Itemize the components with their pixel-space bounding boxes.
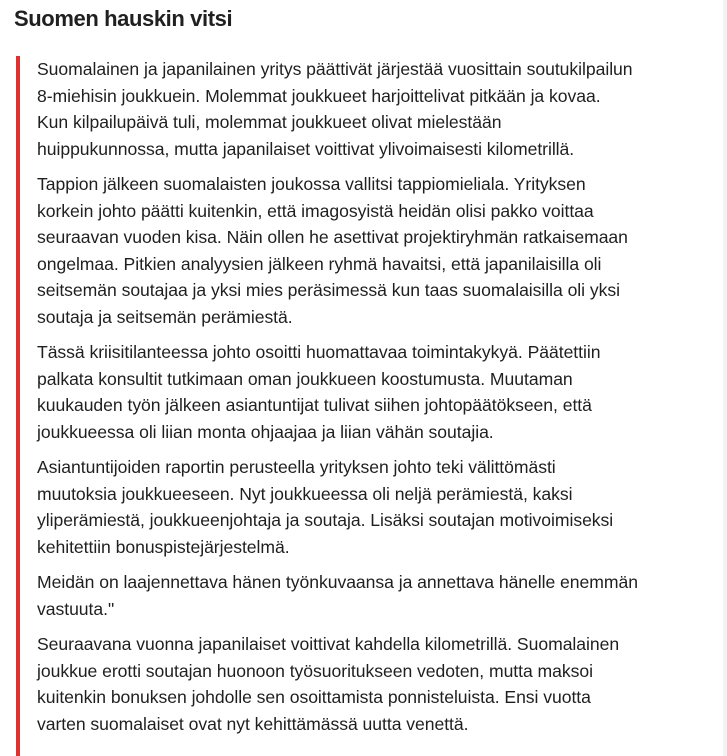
paragraph-line: kuukauden työn jälkeen asiantuntijat tulivat siihen johtopäätökseen, että bbox=[37, 395, 592, 415]
paragraph-line: kehitettiin bonuspistejärjestelmä. bbox=[37, 536, 290, 557]
paragraph-line: seitsemän soutajaa ja yksi mies peräsimessä kun taas suomalaisilla oli yksi bbox=[37, 280, 620, 300]
paragraph-line: Tappion jälkeen suomalaisten joukossa vallitsi tappiomieliala. Yrityksen bbox=[37, 174, 586, 194]
paragraph-line: joukkueessa oli liian monta ohjaajaa ja liian vähän soutajia. bbox=[37, 421, 494, 442]
paragraph bbox=[37, 569, 707, 622]
paragraph-line: huippukunnossa, mutta japanilaiset voittivat ylivoimaisesti kilometrillä. bbox=[37, 138, 575, 159]
paragraph-line: palkata konsultit tutkimaan oman joukkueen koostumusta. Muutaman bbox=[37, 368, 573, 389]
paragraph-line: yliperämiestä, joukkueenjohtaja ja soutaja. Lisäksi soutajan motivoimiseksi bbox=[37, 510, 614, 530]
quote-accent-bar bbox=[16, 56, 20, 756]
paragraph-line: vastuuta." bbox=[37, 598, 115, 619]
article-title: Suomen hauskin vitsi bbox=[14, 6, 233, 31]
paragraph-line: joukkue erotti soutajan huonoon työsuoritukseen vedoten, mutta maksoi bbox=[37, 660, 593, 681]
paragraph-line: muutoksia joukkueeseen. Nyt joukkueessa oli neljä perämiestä, kaksi bbox=[37, 483, 573, 504]
paragraph-line: 8-miehisin joukkuein. Molemmat joukkueet harjoittelivat pitkään ja kovaa. bbox=[37, 85, 601, 106]
paragraph-line: Tässä kriisitilanteessa johto osoitti huomattavaa toimintakykyä. Päätettiin bbox=[37, 342, 601, 362]
paragraph-line: soutaja ja seitsemän perämiestä. bbox=[37, 306, 293, 327]
paragraph-line: Asiantuntijoiden raportin perusteella yrityksen johto teki välittömästi bbox=[37, 457, 556, 477]
paragraph-line: seuraavan vuoden kisa. Näin ollen he asettivat projektiryhmän ratkaisemaan bbox=[37, 227, 628, 247]
joke-quote-block bbox=[16, 56, 714, 756]
paragraph-line: Suomalainen ja japanilainen yritys päättivät järjestää vuosittain soutukilpailun bbox=[37, 59, 633, 79]
quote-text bbox=[37, 56, 707, 746]
paragraph-line: varten suomalaiset ovat nyt kehittämässä uutta venettä. bbox=[37, 713, 469, 734]
paragraph-line: kuitenkin bonuksen johdolle sen osoittamista ponnisteluista. Ensi vuotta bbox=[37, 687, 591, 707]
paragraph bbox=[37, 454, 707, 560]
paragraph bbox=[37, 339, 707, 445]
paragraph bbox=[37, 56, 707, 162]
paragraph-line: Meidän on laajennettava hänen työnkuvaansa ja annettava hänelle enemmän bbox=[37, 572, 638, 592]
paragraph-line: Seuraavana vuonna japanilaiset voittivat kahdella kilometrillä. Suomalainen bbox=[37, 634, 620, 654]
paragraph bbox=[37, 171, 707, 330]
paragraph-line: korkein johto päätti kuitenkin, että imagosyistä heidän olisi pakko voittaa bbox=[37, 200, 594, 221]
paragraph bbox=[37, 631, 707, 737]
paragraph-line: ongelmaa. Pitkien analyysien jälkeen ryhmä havaitsi, että japanilaisilla oli bbox=[37, 253, 602, 274]
paragraph-line: Kun kilpailupäivä tuli, molemmat joukkueet olivat mielestään bbox=[37, 112, 502, 132]
scrollbar-track[interactable] bbox=[723, 0, 727, 756]
